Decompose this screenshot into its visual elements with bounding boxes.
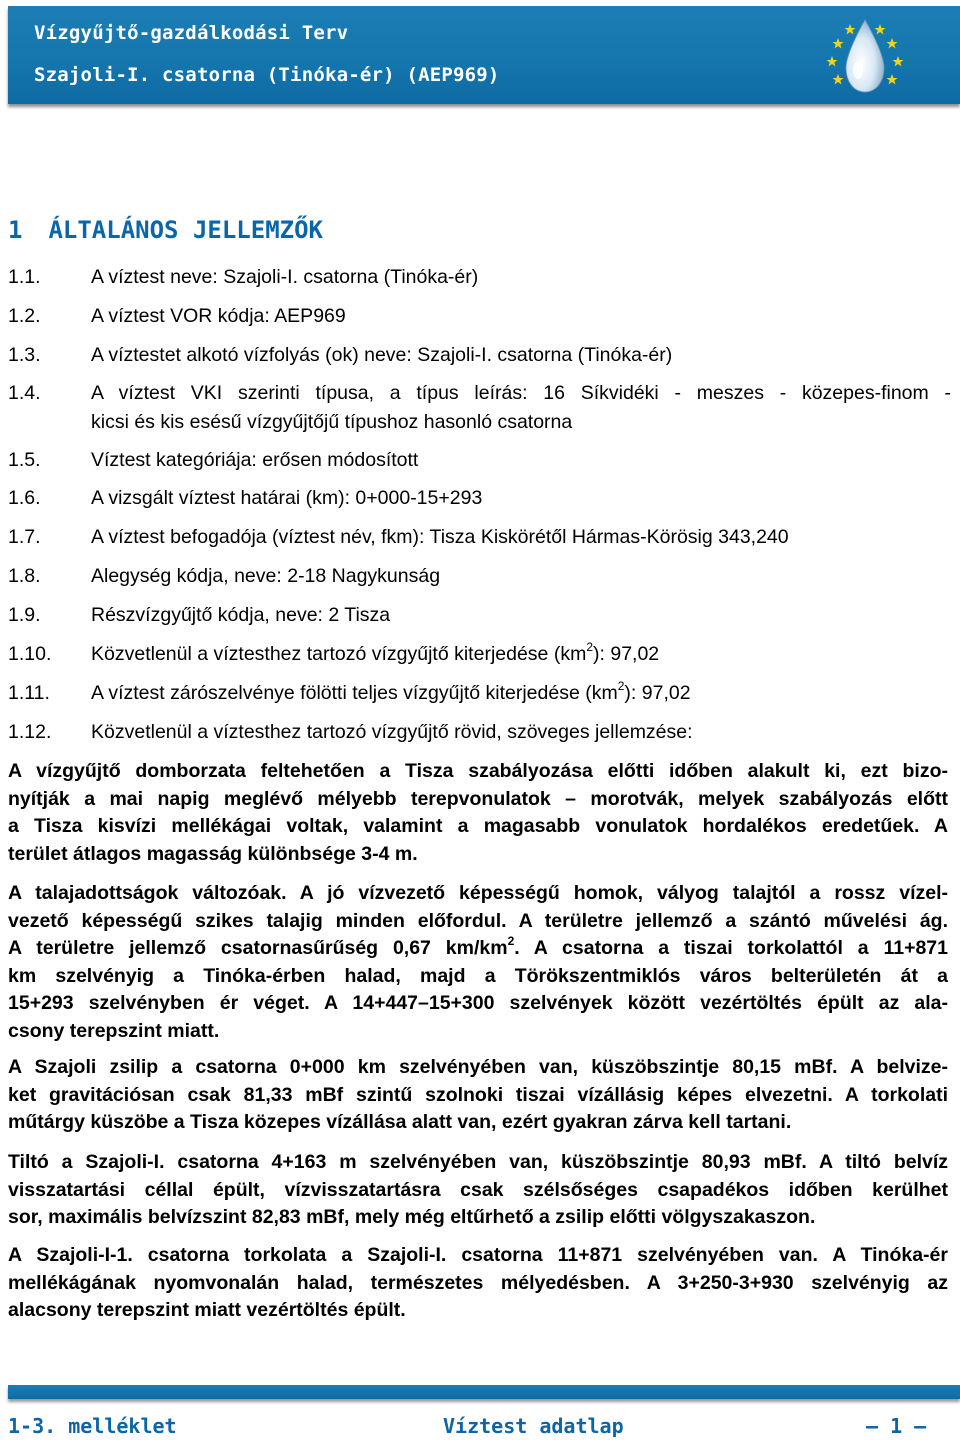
page-number: – 1 – bbox=[866, 1414, 927, 1438]
item-value: 2-18 Nagykunság bbox=[287, 565, 441, 587]
description-paragraph-2 bbox=[8, 880, 948, 1045]
item-number: 1.11. bbox=[8, 682, 50, 704]
paragraph-line: a Tisza kisvízi mellékágai voltak, valamint a magasabb vonulatok hordalékos eredetűek. A bbox=[8, 815, 948, 837]
item-label: Alegység kódja, neve: bbox=[91, 565, 288, 587]
section-number: 1 bbox=[8, 216, 23, 244]
item-number: 1.2. bbox=[8, 305, 41, 327]
paragraph-line: A Szajoli zsilip a csatorna 0+000 km szelvényében van, küszöbszintje 80,15 mBf. A belvize- bbox=[8, 1056, 948, 1078]
paragraph-line-with-superscript bbox=[8, 935, 948, 963]
item-label: A víztest zárószelvénye fölötti teljes vízgyűjtő kiterjedése (km bbox=[91, 682, 618, 704]
item-label: Részvízgyűjtő kódja, neve: bbox=[91, 604, 329, 626]
item-value: 2 Tisza bbox=[328, 604, 391, 626]
item-number: 1.5. bbox=[8, 449, 41, 471]
section-title: ÁLTALÁNOS JELLEMZŐK bbox=[48, 216, 323, 244]
paragraph-line: A talajadottságok változóak. A jó vízvezető képességű homok, vályog talajtól a rossz vízel- bbox=[8, 882, 948, 904]
item-number: 1.4. bbox=[8, 382, 41, 404]
density-exponent: 2 bbox=[507, 933, 515, 948]
item-label: Víztest kategóriája: bbox=[91, 449, 263, 471]
item-label: A víztest befogadója (víztest név, fkm): bbox=[91, 526, 430, 548]
paragraph-line: 15+293 szelvényben ér véget. A 14+447–15+300 szelvények között vezértöltés épült az ala- bbox=[8, 992, 948, 1014]
item-number: 1.12. bbox=[8, 721, 52, 743]
item-label: A víztest neve: bbox=[91, 266, 224, 288]
header-subtitle: Szajoli-I. csatorna (Tinóka-ér) (AEP969) bbox=[34, 64, 500, 86]
item-label: Közvetlenül a víztesthez tartozó vízgyűjtő rövid, szöveges jellemzése: bbox=[91, 721, 693, 743]
item-label-end: ): bbox=[593, 643, 611, 665]
paragraph-line-start: A területre jellemző csatornasűrűség 0,67 km/km bbox=[8, 937, 508, 959]
item-unit-exponent: 2 bbox=[586, 639, 593, 654]
item-label: Közvetlenül a víztesthez tartozó vízgyűjtő kiterjedése (km bbox=[91, 643, 587, 665]
item-label: A víztest VOR kódja: bbox=[91, 305, 275, 327]
item-value-continued: kicsi és kis esésű vízgyűjtőjű típushoz hasonló csatorna bbox=[91, 411, 573, 433]
section-heading bbox=[8, 216, 323, 244]
item-label: A víztestet alkotó vízfolyás (ok) neve: bbox=[91, 344, 418, 366]
item-number: 1.9. bbox=[8, 604, 41, 626]
item-number: 1.10. bbox=[8, 643, 52, 665]
eu-water-drop-logo-icon bbox=[820, 12, 910, 102]
paragraph-line: sor, maximális belvízszint 82,83 mBf, mely még eltűrhető a zsilip előtti völgyszakaszon. bbox=[8, 1206, 816, 1228]
paragraph-line: ket gravitációsan csak 81,33 mBf szintű szolnoki tiszai vízállásig képes elvezetni. A torkolati bbox=[8, 1083, 948, 1106]
item-value: 97,02 bbox=[641, 682, 691, 704]
paragraph-line-end: . A csatorna a tiszai torkolattól a 11+871 bbox=[514, 937, 948, 959]
footer-divider bbox=[8, 1385, 960, 1399]
item-value: 0+000-15+293 bbox=[355, 487, 483, 509]
item-label: A víztest VKI szerinti típusa, a típus leírás: bbox=[91, 382, 544, 404]
item-value: Szajoli-I. csatorna (Tinóka-ér) bbox=[223, 266, 479, 288]
item-value: erősen módosított bbox=[262, 449, 419, 471]
item-number: 1.6. bbox=[8, 487, 41, 509]
description-paragraph-4 bbox=[8, 1149, 948, 1232]
paragraph-line: alacsony terepszint miatt vezértöltés épült. bbox=[8, 1299, 406, 1321]
item-value: 97,02 bbox=[610, 643, 660, 665]
header-title: Vízgyűjtő-gazdálkodási Terv bbox=[34, 22, 349, 44]
item-number: 1.3. bbox=[8, 344, 41, 366]
paragraph-line: Tiltó a Szajoli-I. csatorna 4+163 m szelvényében van, küszöbszintje 80,93 mBf. A tiltó belvíz bbox=[8, 1151, 948, 1173]
item-unit-exponent: 2 bbox=[617, 678, 625, 693]
paragraph-line: csony terepszint miatt. bbox=[8, 1019, 220, 1042]
item-label: A vizsgált víztest határai (km): bbox=[91, 487, 356, 509]
description-paragraph-1 bbox=[8, 758, 948, 868]
paragraph-line: műtárgy küszöbe a Tisza közepes vízállása alatt van, ezért gyakran zárva kell tartani. bbox=[8, 1111, 792, 1133]
description-paragraph-5 bbox=[8, 1242, 948, 1325]
paragraph-line: A Szajoli-I-1. csatorna torkolata a Szajoli-I. csatorna 11+871 szelvényében van. A Tinóka-ér bbox=[8, 1244, 948, 1266]
footer-annex-label: 1-3. melléklet bbox=[8, 1414, 177, 1438]
item-number: 1.7. bbox=[8, 526, 41, 548]
paragraph-line: nyítják a mai napig meglévő mélyebb terepvonulatok – morotvák, melyek szabályozás előtt bbox=[8, 787, 948, 810]
paragraph-line: A vízgyűjtő domborzata feltehetően a Tisza szabályozása előtti időben alakult ki, ezt bizo- bbox=[8, 760, 948, 782]
item-label-end: ): bbox=[624, 682, 642, 704]
item-number: 1.8. bbox=[8, 565, 41, 587]
paragraph-line: terület átlagos magasság különbsége 3-4 m. bbox=[8, 842, 418, 865]
item-number: 1.1. bbox=[8, 266, 41, 288]
item-value: AEP969 bbox=[274, 305, 346, 327]
item-value: Tisza Kiskörétől Hármas-Körösig 343,240 bbox=[429, 526, 789, 548]
paragraph-line: km szelvényig a Tinóka-érben halad, majd a Törökszentmiklós város belterületén át a bbox=[8, 964, 948, 987]
paragraph-line: vezető képességű szikes talajig minden előfordul. A területre jellemző a szántó művelési ág. bbox=[8, 909, 948, 932]
page-header bbox=[8, 6, 960, 104]
description-paragraph-3 bbox=[8, 1054, 948, 1137]
item-value: 16 Síkvidéki - meszes - közepes-finom - bbox=[543, 382, 952, 404]
footer-document-title: Víztest adatlap bbox=[443, 1414, 624, 1438]
item-value: Szajoli-I. csatorna (Tinóka-ér) bbox=[417, 344, 673, 366]
paragraph-line: mellékágának nyomvonalán halad, természetes mélyedésben. A 3+250-3+930 szelvényig az bbox=[8, 1271, 948, 1294]
paragraph-line: visszatartási céllal épült, vízvisszatartásra csak szélsőséges csapadékos időben kerülhet bbox=[8, 1178, 948, 1201]
